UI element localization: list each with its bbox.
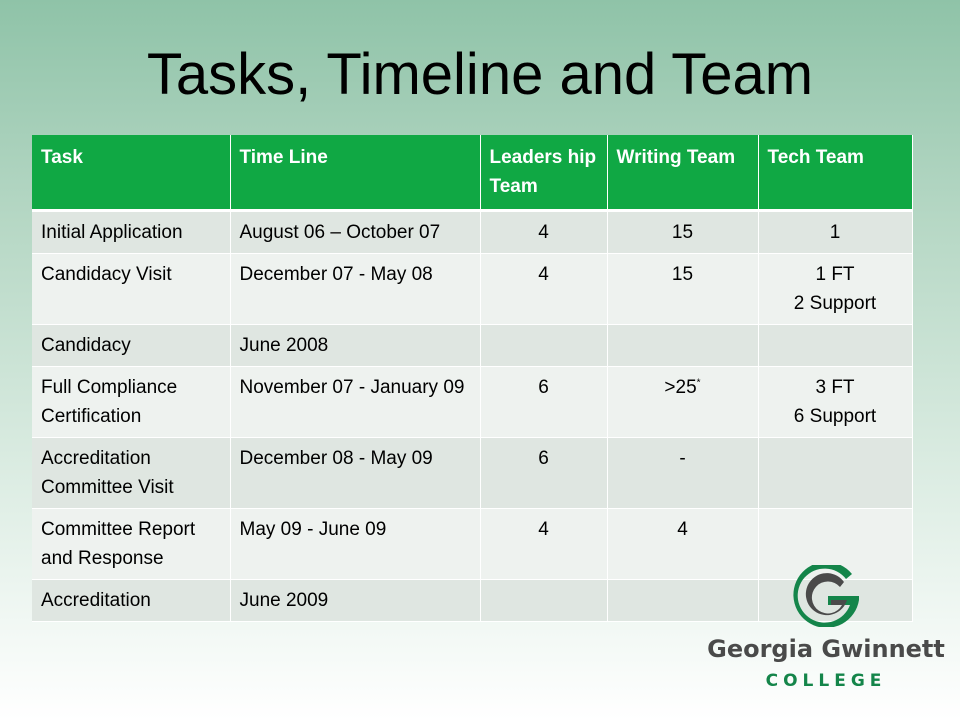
writing-value: -	[679, 448, 686, 469]
logo-name-text: Georgia Gwinnett	[707, 635, 945, 663]
table-row	[32, 211, 912, 254]
tech-line-2: 6 Support	[793, 406, 877, 427]
task-cell: Candidacy	[32, 325, 230, 367]
table-row	[32, 254, 912, 325]
writing-cell	[607, 438, 758, 509]
writing-cell	[607, 325, 758, 367]
tech-cell	[758, 254, 912, 325]
task-cell: Initial Application	[32, 211, 230, 254]
task-cell: Accreditation	[32, 580, 230, 622]
writing-value: 4	[677, 519, 688, 540]
timeline-cell: December 07 - May 08	[230, 254, 480, 325]
timeline-cell: June 2009	[230, 580, 480, 622]
table-row	[32, 438, 912, 509]
college-logo	[706, 565, 946, 700]
header-timeline: Time Line	[230, 135, 480, 211]
leadership-cell: 4	[480, 509, 607, 580]
tech-line-1: 1 FT	[815, 264, 855, 285]
timeline-cell: August 06 – October 07	[230, 211, 480, 254]
table-row	[32, 367, 912, 438]
tech-cell	[758, 325, 912, 367]
header-leadership-team: Leaders hip Team	[480, 135, 607, 211]
tech-cell	[758, 438, 912, 509]
leadership-cell: 6	[480, 438, 607, 509]
gg-monogram-icon	[784, 565, 868, 627]
header-writing-team: Writing Team	[607, 135, 758, 211]
writing-footnote-mark: *	[696, 377, 701, 389]
leadership-cell	[480, 580, 607, 622]
task-cell: Committee Report and Response	[32, 509, 230, 580]
leadership-cell	[480, 325, 607, 367]
writing-cell	[607, 211, 758, 254]
leadership-cell: 6	[480, 367, 607, 438]
table-header-row	[32, 135, 912, 211]
timeline-cell: November 07 - January 09	[230, 367, 480, 438]
writing-value: >25	[664, 377, 697, 398]
task-cell: Candidacy Visit	[32, 254, 230, 325]
slide-title: Tasks, Timeline and Team	[146, 42, 814, 107]
timeline-cell: June 2008	[230, 325, 480, 367]
writing-value: 15	[671, 264, 694, 285]
logo-college-text: COLLEGE	[765, 671, 887, 691]
tech-cell	[758, 211, 912, 254]
writing-cell	[607, 367, 758, 438]
tasks-table	[32, 135, 913, 622]
tech-line-1: 3 FT	[815, 377, 855, 398]
timeline-cell: December 08 - May 09	[230, 438, 480, 509]
writing-cell	[607, 254, 758, 325]
tech-line-1: 1	[829, 222, 841, 243]
writing-value: 15	[671, 222, 694, 243]
tech-cell	[758, 367, 912, 438]
table-row	[32, 325, 912, 367]
leadership-cell: 4	[480, 254, 607, 325]
task-cell: Accreditation Committee Visit	[32, 438, 230, 509]
header-tech-team: Tech Team	[758, 135, 912, 211]
leadership-cell: 4	[480, 211, 607, 254]
timeline-cell: May 09 - June 09	[230, 509, 480, 580]
header-task: Task	[32, 135, 230, 211]
task-cell: Full Compliance Certification	[32, 367, 230, 438]
tech-line-2: 2 Support	[793, 293, 877, 314]
